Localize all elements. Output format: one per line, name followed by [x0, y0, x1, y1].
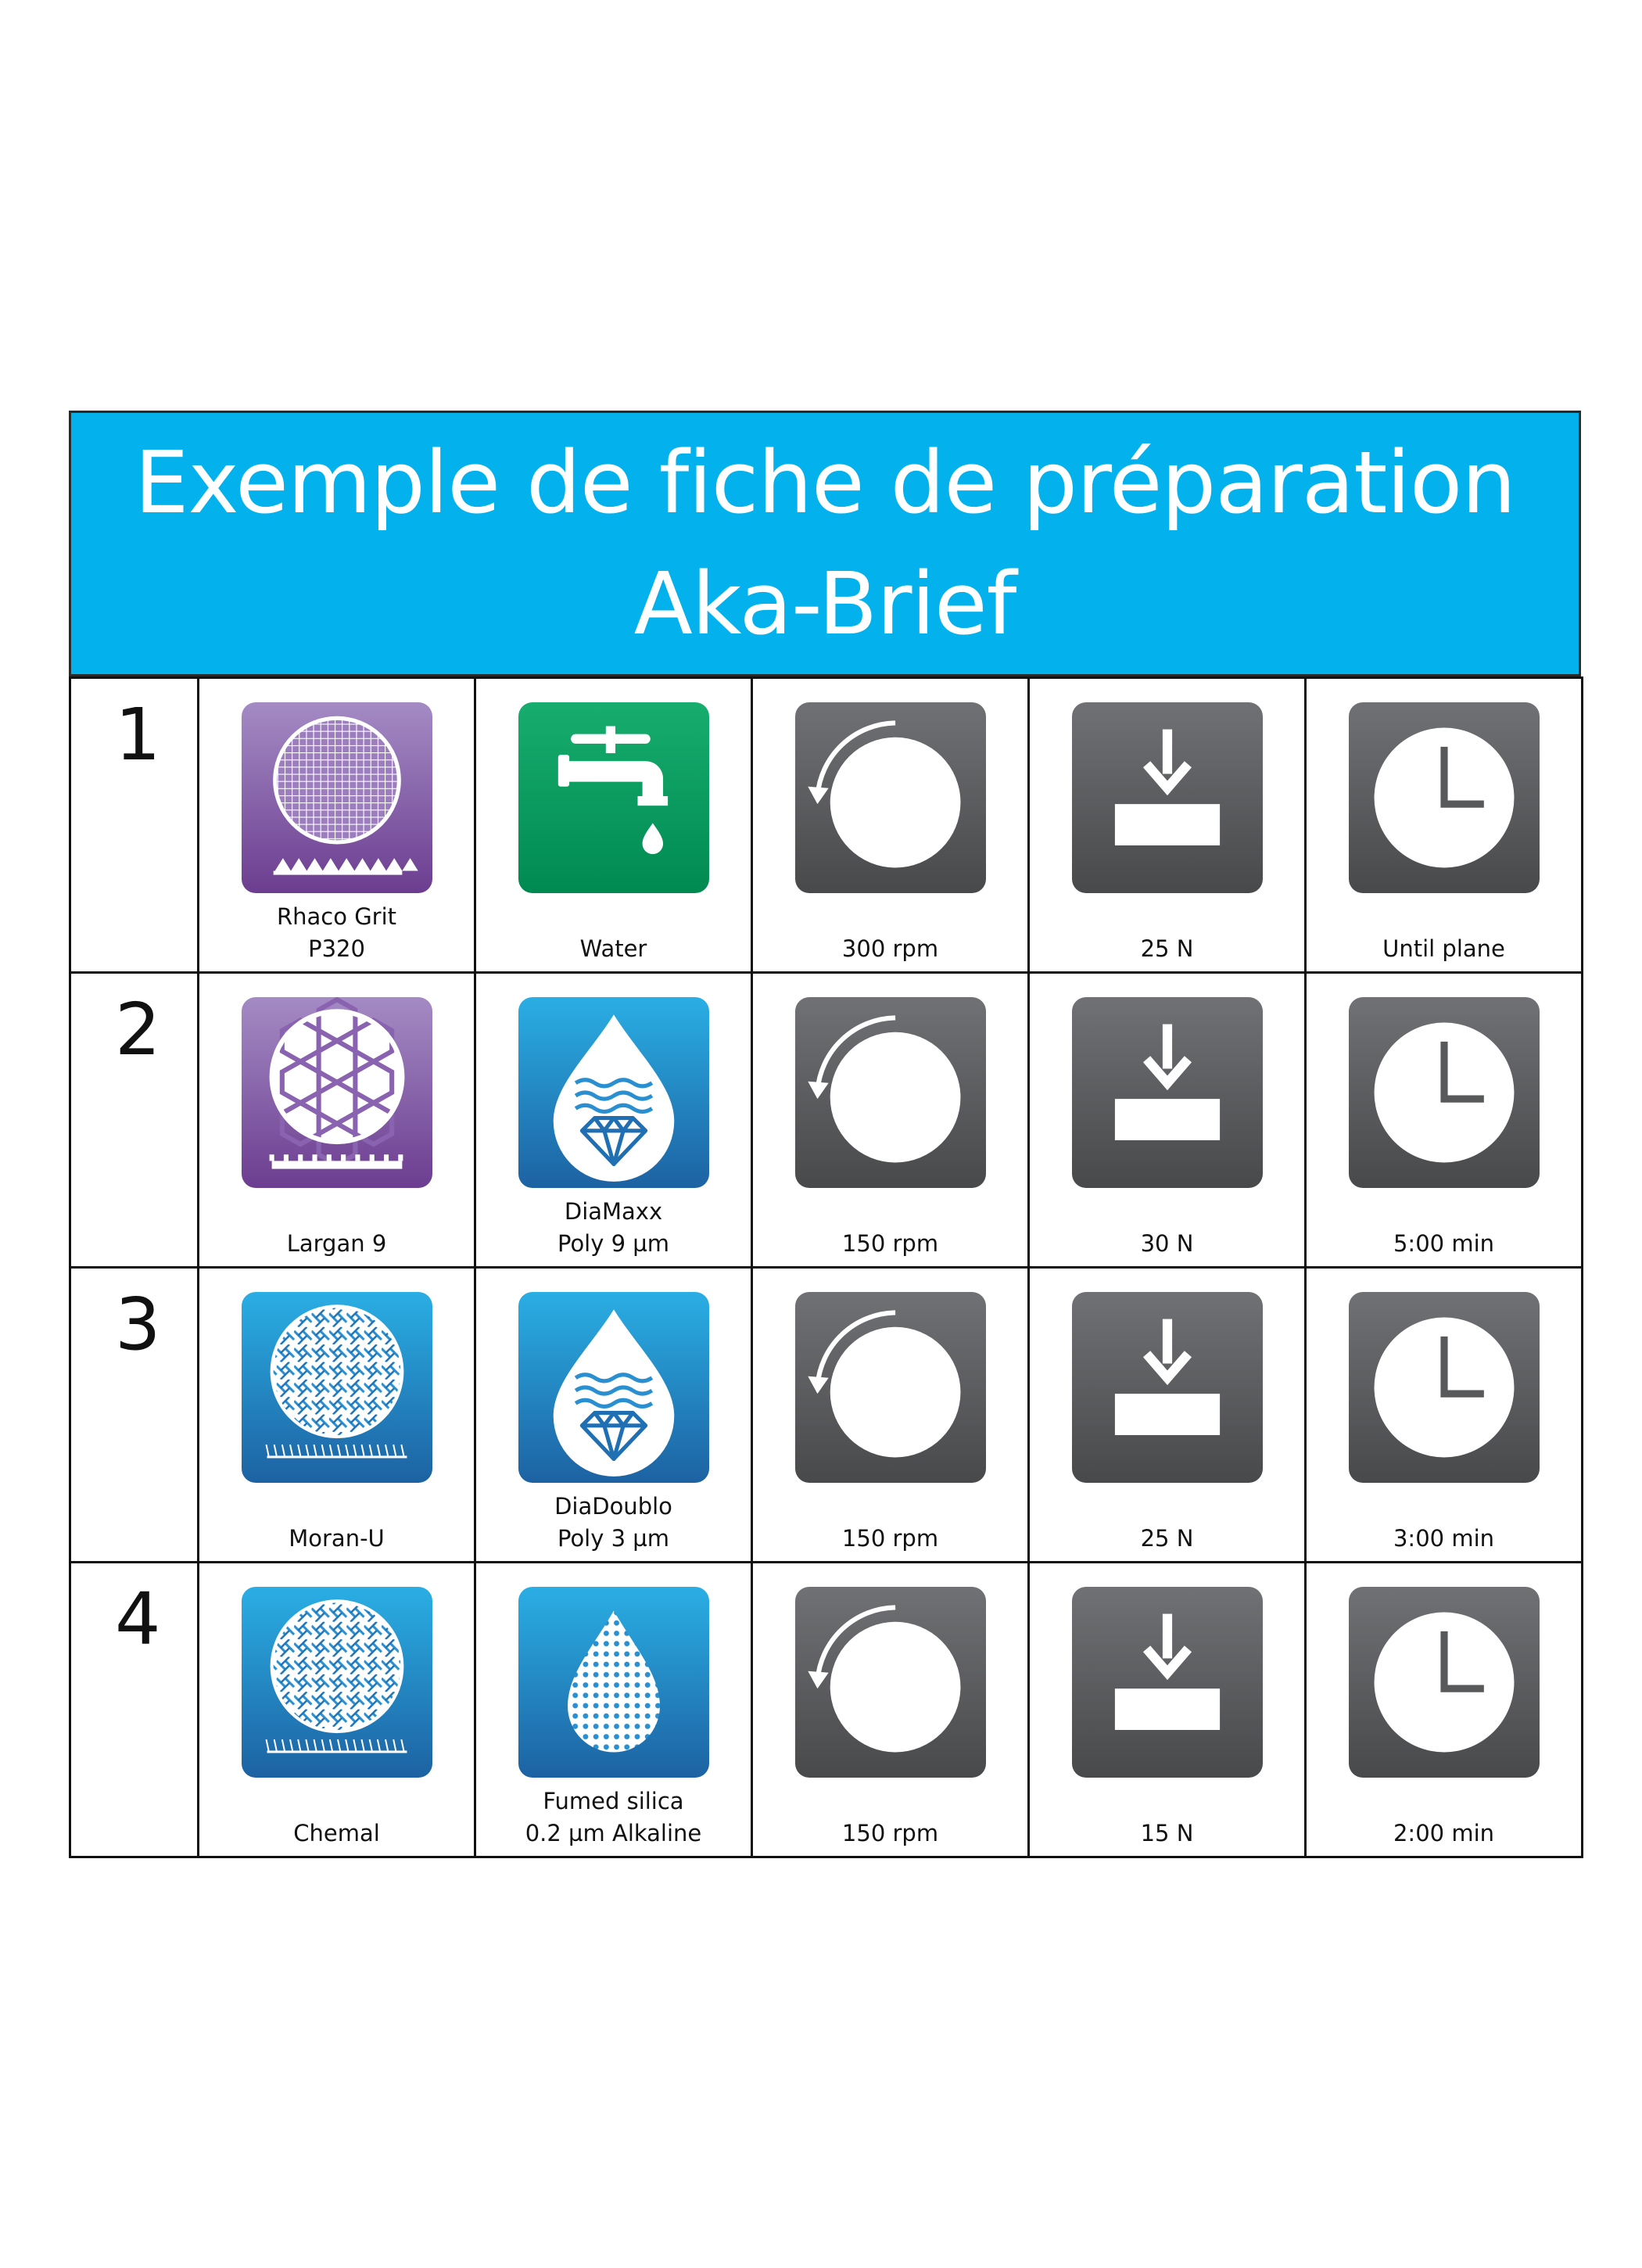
surface-cell	[199, 1563, 475, 1857]
abrasive-caption: Fumed silica 0.2 µm Alkaline	[525, 1788, 702, 1846]
table-row	[70, 678, 1583, 973]
dotted-drop-icon	[518, 1587, 709, 1778]
force-caption: 25 N	[1140, 1525, 1194, 1552]
speed-cell	[752, 1563, 1029, 1857]
clock-icon	[1349, 997, 1540, 1188]
table-row	[70, 1563, 1583, 1857]
clock-icon	[1349, 1292, 1540, 1483]
speed-cell	[752, 973, 1029, 1268]
surface-caption: Largan 9	[286, 1230, 387, 1257]
force-icon	[1072, 1587, 1263, 1778]
time-caption: 5:00 min	[1393, 1230, 1495, 1257]
rotation-speed-icon	[795, 702, 986, 893]
preparation-sheet	[69, 411, 1581, 1858]
speed-cell	[752, 1268, 1029, 1563]
time-cell	[1306, 1563, 1583, 1857]
force-icon	[1072, 702, 1263, 893]
clock-icon	[1349, 702, 1540, 893]
step-number: 1	[70, 678, 199, 973]
abrasive-caption: DiaMaxx Poly 9 µm	[557, 1198, 669, 1257]
step-number: 3	[70, 1268, 199, 1563]
woven-cloth-icon	[242, 1587, 432, 1778]
time-cell	[1306, 678, 1583, 973]
force-icon	[1072, 1292, 1263, 1483]
force-caption: 30 N	[1140, 1230, 1194, 1257]
sheet-subtitle: Aka-Brief	[633, 554, 1016, 654]
water-tap-icon	[518, 702, 709, 893]
time-caption: 3:00 min	[1393, 1525, 1495, 1552]
surface-cell	[199, 1268, 475, 1563]
force-cell	[1029, 1563, 1306, 1857]
surface-cell	[199, 973, 475, 1268]
force-icon	[1072, 997, 1263, 1188]
step-number: 4	[70, 1563, 199, 1857]
force-caption: 25 N	[1140, 935, 1194, 962]
surface-cell	[199, 678, 475, 973]
force-cell	[1029, 1268, 1306, 1563]
force-cell	[1029, 678, 1306, 973]
time-cell	[1306, 973, 1583, 1268]
abrasive-caption: Water	[579, 935, 647, 962]
time-cell	[1306, 1268, 1583, 1563]
hex-disc-icon	[242, 997, 432, 1188]
force-caption: 15 N	[1140, 1820, 1194, 1846]
clock-icon	[1349, 1587, 1540, 1778]
surface-caption: Rhaco Grit P320	[276, 903, 397, 962]
surface-caption: Moran-U	[289, 1525, 385, 1552]
rotation-speed-icon	[795, 997, 986, 1188]
woven-cloth-icon	[242, 1292, 432, 1483]
time-caption: Until plane	[1382, 935, 1505, 962]
sheet-title: Exemple de fiche de préparation	[134, 432, 1515, 533]
surface-caption: Chemal	[293, 1820, 380, 1846]
abrasive-cell	[475, 973, 752, 1268]
diamond-drop-icon	[518, 997, 709, 1188]
speed-caption: 150 rpm	[841, 1525, 939, 1552]
diamond-drop-icon	[518, 1292, 709, 1483]
rotation-speed-icon	[795, 1292, 986, 1483]
abrasive-cell	[475, 1563, 752, 1857]
table-row	[70, 1268, 1583, 1563]
abrasive-cell	[475, 678, 752, 973]
time-caption: 2:00 min	[1393, 1820, 1495, 1846]
rotation-speed-icon	[795, 1587, 986, 1778]
abrasive-cell	[475, 1268, 752, 1563]
grinding-paper-icon	[242, 702, 432, 893]
steps-table	[69, 676, 1583, 1858]
sheet-header	[69, 411, 1581, 676]
step-number: 2	[70, 973, 199, 1268]
table-row	[70, 973, 1583, 1268]
abrasive-caption: DiaDoublo Poly 3 µm	[554, 1493, 672, 1552]
force-cell	[1029, 973, 1306, 1268]
speed-caption: 150 rpm	[841, 1230, 939, 1257]
speed-caption: 150 rpm	[841, 1820, 939, 1846]
speed-caption: 300 rpm	[841, 935, 939, 962]
speed-cell	[752, 678, 1029, 973]
